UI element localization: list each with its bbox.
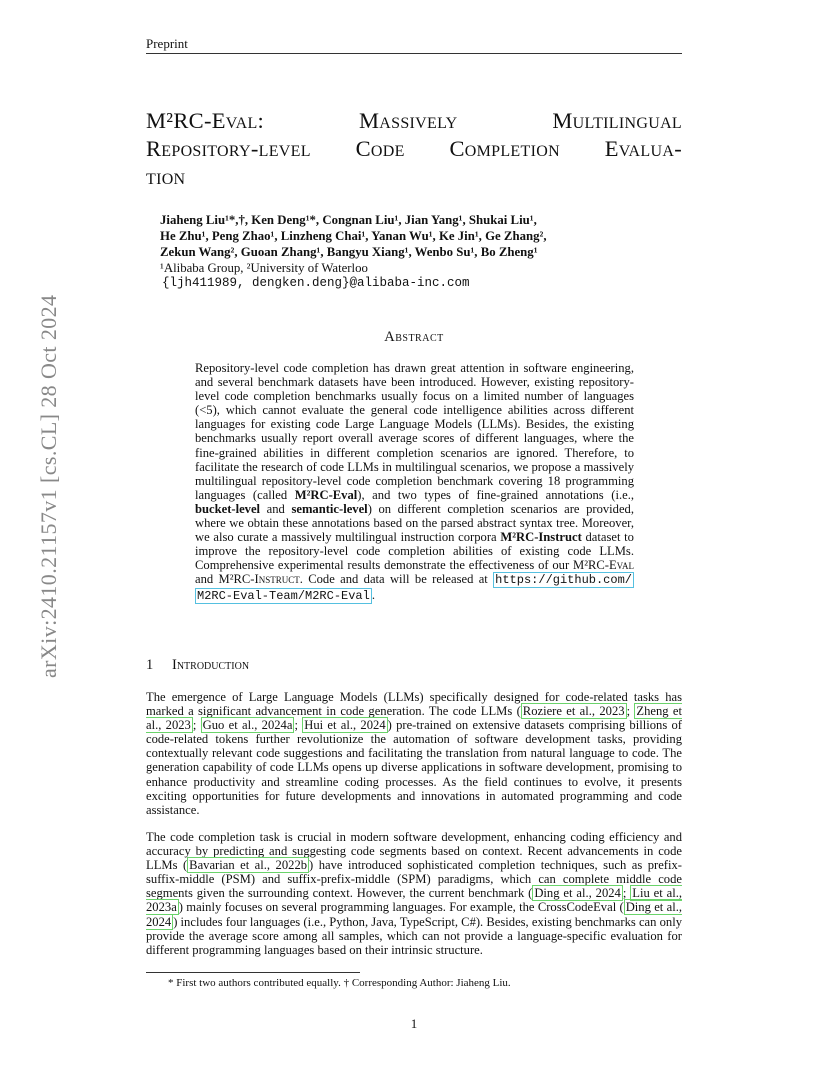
abstract-text: . Code and data will be released at (299, 572, 494, 587)
abstract-text: . (371, 587, 375, 602)
citation-link[interactable]: Hui et al., 2024 (304, 718, 386, 733)
title-line-2: Repository-level Code Completion Evalua- (146, 136, 682, 161)
author-line-3: Zekun Wang², Guoan Zhang¹, Bangyu Xiang¹, Wenbo Su¹, Bo Zheng¹ (160, 245, 538, 259)
author-line-2: He Zhu¹, Peng Zhao¹, Linzheng Chai¹, Yanan Wu¹, Ke Jin¹, Ge Zhang², (160, 229, 547, 243)
title-line-1: M²RC-Eval: Massively Multilingual (146, 108, 682, 133)
citation-link[interactable]: Ding et al., 2024 (146, 900, 682, 929)
author-list (160, 212, 620, 260)
abstract-text: and (260, 501, 292, 516)
citation-link[interactable]: Roziere et al., 2023 (522, 704, 625, 719)
repo-link[interactable]: https://github.com/ (495, 573, 632, 588)
author-emails: {ljh411989, dengken.deng}@alibaba-inc.com (162, 276, 470, 290)
repo-link[interactable]: M2RC-Eval-Team/M2RC-Eval (197, 588, 370, 603)
abstract-text: ), and two types of fine-grained annotations (i.e., (357, 487, 634, 502)
running-header: Preprint (146, 36, 188, 51)
abstract-text: dataset to improve the repository-level code completion abilities of existing code LLMs. Comprehensive experimental results demonstrate the effectiveness of our (195, 530, 634, 573)
paragraph-text: ; (622, 886, 631, 901)
paragraph-text: The emergence of Large Language Models (LLMs) specifically designed for code-related tasks has marked a significant advancement in code generation. The code LLMs ( (146, 690, 682, 719)
citation-link[interactable]: Bavarian et al., 2022b (189, 858, 308, 873)
abstract-text: Repository-level code completion has drawn great attention in software engineering, and several benchmark datasets have been introduced. However, existing repository-level code completion benchmarks usually focus on a limited number of languages (<5), which cannot evaluate the general code intelligence abilities across different languages for existing code Large Language Models (LLMs). Besides, the existing benchmarks usually report overall average scores of different languages, where the fine-grained abilities in different completion scenarios are ignored. Therefore, to facilitate the research of code LLMs in multilingual scenarios, we propose a massively multilingual repository-level code completion benchmark covering 18 programming languages (called (195, 361, 634, 502)
affiliations: ¹Alibaba Group, ²University of Waterloo (160, 261, 368, 275)
paragraph-text: ; (294, 718, 303, 733)
paper-title (146, 107, 682, 191)
citation-link[interactable]: Zheng et al., 2023 (146, 704, 682, 733)
paragraph-text: ) mainly focuses on several programming languages. For example, the CrossCodeEval ( (178, 900, 624, 915)
header-rule (146, 53, 682, 54)
paragraph-text: ) have introduced sophisticated completion techniques, such as prefix-suffix-middle (PSM) and suffix-prefix-middle (SPM) paradigms, which can complete middle code segments given the surrounding context. However, the current benchmark ( (146, 858, 682, 901)
citation-link[interactable]: Ding et al., 2024 (534, 886, 621, 901)
abstract-heading: Abstract (384, 329, 444, 345)
benchmark-name: M²RC-Eval (573, 558, 634, 573)
abstract-body (195, 361, 634, 603)
abstract-text: ) on different completion scenarios are provided, where we obtain these annotations based on the parsed abstract syntax tree. Moreover, we also curate a massively multilingual instruction corpora (195, 501, 635, 545)
citation-link[interactable]: Liu et al., 2023a (146, 886, 682, 915)
intro-paragraph-1 (146, 690, 682, 817)
section-number: 1 (146, 657, 154, 673)
page-number: 1 (410, 1016, 418, 1031)
intro-paragraph-2 (146, 830, 682, 957)
paragraph-text: The code completion task is crucial in modern software development, enhancing coding efficiency and accuracy by predicting and suggesting code segments based on context. Recent advancements in code LLMs ( (146, 830, 682, 873)
footnote: * First two authors contributed equally. † Corresponding Author: Jiaheng Liu. (168, 977, 511, 989)
abstract-text: and (195, 572, 219, 587)
section-title: Introduction (172, 657, 250, 673)
dataset-name: M²RC-Instruct (500, 530, 582, 545)
section-heading (146, 657, 249, 674)
term-semantic-level: semantic-level (291, 501, 368, 516)
paragraph-text: ; (192, 718, 201, 733)
paragraph-text: ) includes four languages (i.e., Python, Java, TypeScript, C#). Besides, existing benchmarks can only provide the average score among all samples, which can not provide a language-specific evaluation for different programming languages based on their intrinsic structure. (146, 914, 682, 957)
benchmark-name: M²RC-Eval (294, 487, 358, 502)
term-bucket-level: bucket-level (195, 501, 261, 516)
paragraph-text: ) pre-trained on extensive datasets comprising billions of code-related tokens further revolutionize the automation of software development tasks, providing contextually relevant code suggestions and facilitating the translation from natural language to code. The generation capability of code LLMs opens up diverse applications in software development, promising to enhance productivity and streamline coding processes. As the field continues to evolve, it presents exciting opportunities for future developments and innovations in automated programming and code assistance. (146, 718, 682, 817)
author-line-1: Jiaheng Liu¹*,†, Ken Deng¹*, Congnan Liu¹, Jian Yang¹, Shukai Liu¹, (160, 213, 537, 227)
arxiv-id: arXiv:2410.21157v1 [cs.CL] 28 Oct 2024 (36, 294, 61, 678)
footnote-rule (146, 972, 360, 973)
arxiv-sidebar-stamp (36, 294, 61, 678)
paragraph-text: ; (626, 704, 635, 719)
title-line-3: tion (146, 164, 186, 189)
citation-link[interactable]: Guo et al., 2024a (202, 718, 293, 733)
dataset-name: M²RC-Instruct (218, 572, 300, 587)
